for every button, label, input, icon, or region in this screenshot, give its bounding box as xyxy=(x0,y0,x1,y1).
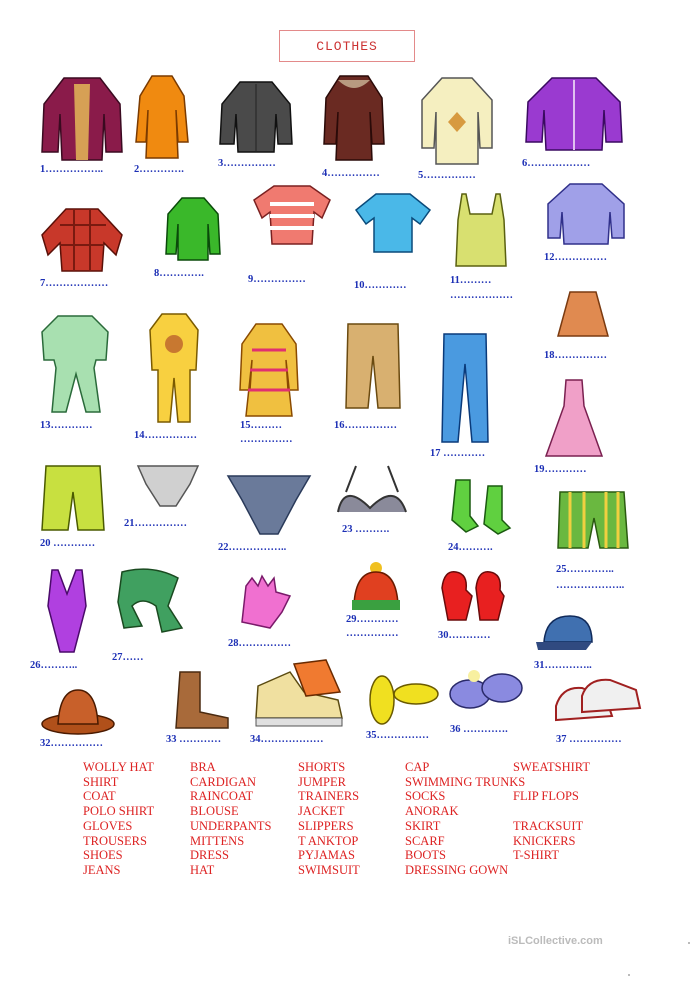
word: SWIMSUIT xyxy=(298,862,360,877)
word: KNICKERS xyxy=(513,833,576,848)
word: BRA xyxy=(190,760,216,774)
socks-picture xyxy=(448,476,514,536)
trainers-picture xyxy=(250,656,346,732)
jeans-picture xyxy=(440,330,490,446)
word: POLO SHIRT xyxy=(83,804,155,819)
word: SHORTS xyxy=(298,760,346,774)
word: JUMPER xyxy=(298,774,346,789)
word: CAP xyxy=(405,760,430,774)
answer-label-12: 12…………… xyxy=(544,252,607,263)
shirt-picture-plaid xyxy=(40,205,126,275)
answer-label-14: 14…………… xyxy=(134,430,197,441)
word: T ANKTOP xyxy=(298,833,359,848)
answer-label-31: 31………….. xyxy=(534,660,592,671)
swimsuit-picture xyxy=(42,566,92,656)
word-bank-column-2 xyxy=(190,760,272,878)
answer-label-4: 4…………… xyxy=(322,168,380,179)
answer-label-2: 2…………. xyxy=(134,164,184,175)
answer-label-32: 32…………… xyxy=(40,738,103,749)
word: MITTENS xyxy=(190,833,245,848)
decorative-dot xyxy=(688,942,690,944)
worksheet-title: CLOTHES xyxy=(279,30,415,62)
answer-label-20: 20 ………… xyxy=(40,538,96,549)
word: ANORAK xyxy=(405,804,459,819)
word: DRESS xyxy=(190,848,229,863)
answer-label-6: 6……………… xyxy=(522,158,591,169)
word: SHIRT xyxy=(83,774,119,789)
word: SOCKS xyxy=(405,789,446,804)
answer-label-23: 23 ………. xyxy=(342,524,390,535)
answer-label-1: 1…………….. xyxy=(40,164,103,175)
answer-label-15-line2: …………… xyxy=(240,434,293,445)
word: DRESSING GOWN xyxy=(405,862,509,877)
knickers-picture xyxy=(226,472,312,538)
hat-picture xyxy=(40,684,116,736)
answer-label-25-line2: ……………….. xyxy=(556,580,625,591)
word: BOOTS xyxy=(405,848,446,863)
answer-label-11-line2: ……………… xyxy=(450,290,513,301)
answer-label-28: 28…………… xyxy=(228,638,291,649)
answer-label-10: 10………… xyxy=(354,280,407,291)
word: FLIP FLOPS xyxy=(513,789,579,804)
word: SHOES xyxy=(83,848,123,863)
word: SWIMMING TRUNKS xyxy=(405,774,526,789)
word: PYJAMAS xyxy=(298,848,355,863)
answer-label-3: 3…………… xyxy=(218,158,276,169)
answer-label-7: 7……………… xyxy=(40,278,109,289)
answer-label-29-line2: …………… xyxy=(346,628,399,639)
word: RAINCOAT xyxy=(190,789,254,804)
mittens-picture xyxy=(438,568,506,626)
decorative-dot xyxy=(628,974,630,976)
tracksuit-picture xyxy=(40,312,110,416)
word: TRACKSUIT xyxy=(513,818,584,833)
word: SKIRT xyxy=(405,818,441,833)
answer-label-33: 33 ………… xyxy=(166,734,222,745)
answer-label-29: 29………… xyxy=(346,614,399,625)
word xyxy=(513,775,590,790)
word xyxy=(513,804,590,819)
swimming-trunks-picture xyxy=(556,488,630,554)
sweatshirt-picture xyxy=(544,180,628,248)
site-watermark: iSLCollective.com xyxy=(508,935,603,947)
answer-label-19: 19………… xyxy=(534,464,587,475)
wolly-hat-picture xyxy=(348,560,404,614)
scarf-picture xyxy=(112,566,188,636)
jacket-picture xyxy=(218,78,294,158)
answer-label-30: 30………… xyxy=(438,630,491,641)
answer-label-37: 37 …………… xyxy=(556,734,622,745)
answer-label-13: 13………… xyxy=(40,420,93,431)
answer-label-9: 9…………… xyxy=(248,274,306,285)
word: BLOUSE xyxy=(190,804,239,819)
shorts-picture-beige xyxy=(344,320,402,412)
word: CARDIGAN xyxy=(190,774,256,789)
word: JEANS xyxy=(83,862,121,877)
word-bank-column-1 xyxy=(83,760,154,878)
skirt-picture xyxy=(556,288,610,340)
gloves-picture xyxy=(236,572,296,634)
polo-shirt-picture xyxy=(250,182,334,248)
answer-label-22: 22…………….. xyxy=(218,542,287,553)
answer-label-26: 26……….. xyxy=(30,660,78,671)
anorak-picture xyxy=(40,74,124,164)
word: HAT xyxy=(190,862,215,877)
jumper-picture xyxy=(418,72,496,168)
word: WOLLY HAT xyxy=(83,760,154,774)
word-bank-column-5 xyxy=(513,760,590,863)
dress-picture xyxy=(544,376,604,460)
word: TRAINERS xyxy=(298,789,360,804)
answer-label-18: 18…………… xyxy=(544,350,607,361)
cardigan-picture xyxy=(522,72,626,156)
word: TROUSERS xyxy=(83,833,147,848)
answer-label-11: 11……… xyxy=(450,275,492,286)
word: COAT xyxy=(83,789,116,804)
answer-label-24: 24………. xyxy=(448,542,493,553)
answer-label-34: 34……………… xyxy=(250,734,324,745)
underpants-picture xyxy=(136,462,200,510)
word: JACKET xyxy=(298,804,345,819)
bra-picture xyxy=(334,462,410,518)
dressing-gown-picture xyxy=(238,320,300,420)
word: UNDERPANTS xyxy=(190,818,272,833)
answer-label-36: 36 …………. xyxy=(450,724,508,735)
shirt-picture-green xyxy=(164,194,222,264)
t-shirt-picture xyxy=(354,190,432,256)
coat-picture xyxy=(322,72,386,164)
answer-label-16: 16…………… xyxy=(334,420,397,431)
answer-label-15: 15……… xyxy=(240,420,282,431)
word: T-SHIRT xyxy=(513,848,560,863)
tank-top-picture xyxy=(448,190,514,270)
word-bank-column-3 xyxy=(298,760,360,878)
flip-flops-picture xyxy=(364,664,442,728)
answer-label-21: 21…………… xyxy=(124,518,187,529)
boots-picture xyxy=(166,668,232,732)
pyjamas-picture xyxy=(148,310,200,428)
word-bank-column-4 xyxy=(405,760,525,878)
word: SCARF xyxy=(405,833,445,848)
answer-label-17: 17 ………… xyxy=(430,448,486,459)
shorts-picture-green xyxy=(40,462,106,534)
answer-label-8: 8…………. xyxy=(154,268,204,279)
shoes-picture xyxy=(552,676,642,732)
cap-picture xyxy=(534,612,600,660)
word: GLOVES xyxy=(83,818,133,833)
answer-label-27: 27…… xyxy=(112,652,144,663)
raincoat-picture xyxy=(134,72,190,162)
word: SWEATSHIRT xyxy=(513,760,591,774)
word: SLIPPERS xyxy=(298,818,354,833)
answer-label-5: 5…………… xyxy=(418,170,476,181)
answer-label-35: 35…………… xyxy=(366,730,429,741)
answer-label-25: 25………….. xyxy=(556,564,614,575)
slippers-picture xyxy=(448,664,524,714)
